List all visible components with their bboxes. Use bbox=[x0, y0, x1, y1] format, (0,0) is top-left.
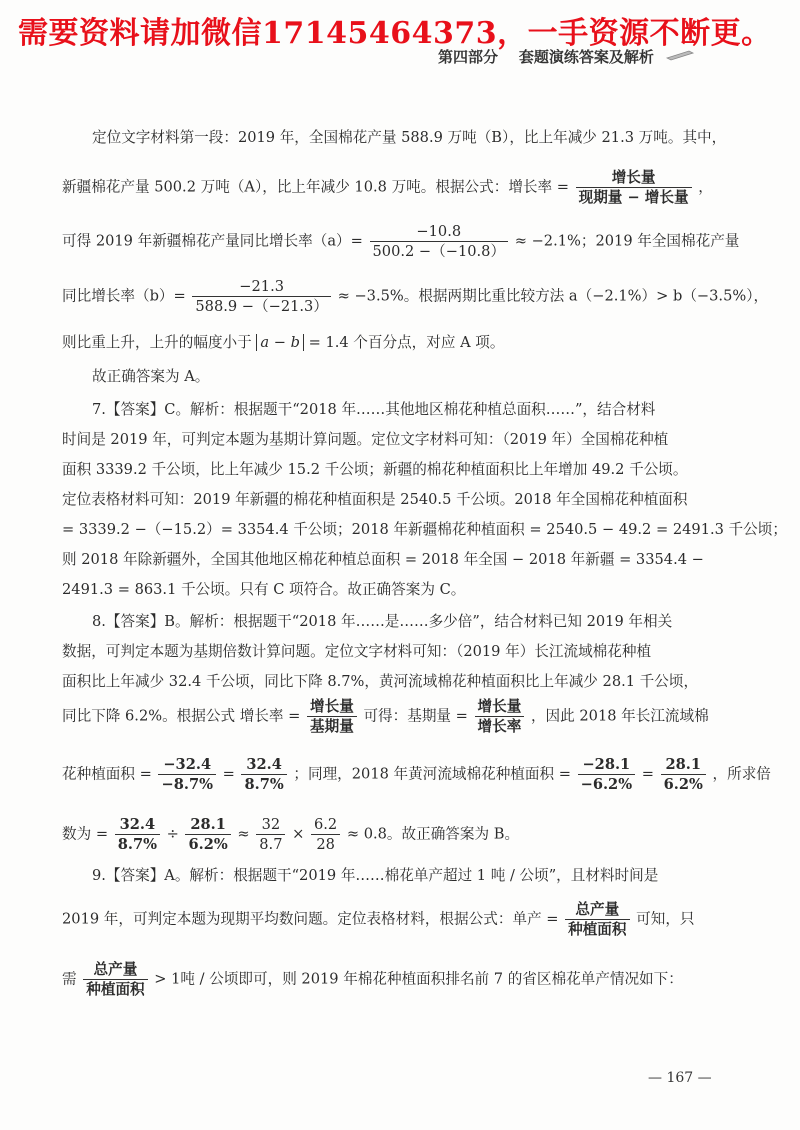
answer-8-line-4 bbox=[62, 697, 742, 736]
text-line-1: 定位文字材料第一段：2019 年，全国棉花产量 588.9 万吨（B），比上年减少 21.3 万吨。其中， bbox=[92, 129, 727, 146]
answer-7-line-3: 面积 3339.2 千公顷，比上年减少 15.2 千公顷；新疆的棉花种植面积比上年增加 49.2 千公顷。 bbox=[62, 461, 688, 478]
answer-9-line-2 bbox=[62, 900, 742, 939]
text-segment: 可得：基期量 = bbox=[363, 707, 468, 725]
fraction-denominator: 588.9 −（−21.3） bbox=[195, 298, 328, 315]
fraction-numerator: 6.2 bbox=[311, 815, 340, 835]
text-segment: 需 bbox=[62, 970, 77, 988]
answer-7-line-1: 7.【答案】C。解析：根据题干“2018 年……其他地区棉花种植总面积……”，结合材料 bbox=[92, 401, 656, 418]
fraction-denominator: −6.2% bbox=[580, 776, 633, 793]
text-segment: 则比重上升，上升的幅度小于 bbox=[62, 334, 252, 351]
text-segment: ， bbox=[698, 178, 713, 196]
text-line-2 bbox=[62, 168, 742, 207]
page-header bbox=[438, 46, 695, 67]
text-segment: 可得 2019 年新疆棉花产量同比增长率（a）= bbox=[62, 232, 363, 250]
fraction-denominator: 6.2% bbox=[188, 836, 228, 853]
page-number: — 167 — bbox=[648, 1070, 712, 1086]
text-segment: 数为 = bbox=[62, 825, 109, 843]
text-segment: > 1吨 / 公顷即可，则 2019 年棉花种植面积排名前 7 的省区棉花单产情况如下： bbox=[154, 970, 683, 988]
text-segment: ；同理，2018 年黄河流域棉花种植面积 = bbox=[293, 765, 571, 783]
fraction-numerator: 总产量 bbox=[565, 900, 629, 920]
text-segment: 花种植面积 = bbox=[62, 765, 152, 783]
fraction-ratio-1 bbox=[115, 815, 160, 854]
text-segment: ÷ bbox=[166, 825, 179, 843]
fraction-denominator: 基期量 bbox=[310, 718, 354, 735]
fraction-denominator: 500.2 −（−10.8） bbox=[372, 243, 506, 260]
fraction-denominator: 28 bbox=[316, 836, 335, 853]
fraction-growth-over-rate bbox=[475, 697, 525, 736]
answer-8-line-5 bbox=[62, 755, 771, 794]
text-line-5 bbox=[62, 333, 742, 353]
answer-8-line-6 bbox=[62, 815, 742, 854]
fraction-denominator: 6.2% bbox=[663, 776, 703, 793]
fraction-denominator: 8.7 bbox=[259, 836, 283, 853]
fraction-denominator: 增长率 bbox=[477, 718, 522, 735]
fraction-denominator: 8.7% bbox=[244, 776, 284, 793]
text-segment: ≈ bbox=[237, 825, 250, 843]
fraction-numerator: 增长量 bbox=[576, 168, 692, 188]
answer-9-line-1: 9.【答案】A。解析：根据题干“2019 年……棉花单产超过 1 吨 / 公顷”，且材料时间是 bbox=[92, 867, 659, 884]
text-segment: = bbox=[641, 765, 654, 783]
text-line-4 bbox=[62, 277, 769, 316]
fraction-ratio-4 bbox=[311, 815, 340, 854]
text-segment: ≈ −3.5%。根据两期比重比较方法 a（−2.1%）> b（−3.5%）， bbox=[337, 287, 769, 305]
fraction-yield-formula bbox=[565, 900, 629, 939]
fraction-yellow-river-2 bbox=[661, 755, 706, 794]
fraction-numerator: 32.4 bbox=[115, 815, 160, 835]
fraction-xinjiang-rate bbox=[370, 222, 509, 261]
fraction-numerator: −21.3 bbox=[192, 277, 331, 297]
answer-8-line-2: 数据，可判定本题为基期倍数计算问题。定位文字材料可知：（2019 年）长江流域棉花种植 bbox=[62, 643, 652, 660]
fraction-denominator: 种植面积 bbox=[86, 981, 145, 998]
pencil-icon bbox=[665, 48, 695, 66]
fraction-yangtze-2 bbox=[241, 755, 286, 794]
answer-7-line-7: 2491.3 = 863.1 千公顷。只有 C 项符合。故正确答案为 C。 bbox=[62, 581, 466, 598]
answer-8-line-1: 8.【答案】B。解析：根据题干“2018 年……是……多少倍”，结合材料已知 2019 年相关 bbox=[92, 613, 673, 630]
fraction-numerator: 增长量 bbox=[475, 697, 525, 717]
fraction-denominator: 8.7% bbox=[117, 836, 157, 853]
text-segment: ，所求倍 bbox=[712, 765, 771, 783]
answer-9-line-3 bbox=[62, 960, 742, 999]
text-segment: 2019 年，可判定本题为现期平均数问题。定位表格材料，根据公式：单产 = bbox=[62, 910, 559, 928]
fraction-growth-rate bbox=[576, 168, 692, 207]
fraction-yield-condition bbox=[83, 960, 147, 999]
fraction-numerator: −10.8 bbox=[370, 222, 509, 242]
fraction-denominator: 现期量 − 增长量 bbox=[578, 189, 689, 206]
fraction-numerator: 32 bbox=[256, 815, 285, 835]
text-segment: = bbox=[222, 765, 235, 783]
fraction-denominator: 种植面积 bbox=[568, 921, 627, 938]
fraction-numerator: 32.4 bbox=[241, 755, 286, 775]
answer-7-line-2: 时间是 2019 年，可判定本题为基期计算问题。定位文字材料可知：（2019 年）全国棉花种植 bbox=[62, 431, 669, 448]
text-segment: ≈ 0.8。故正确答案为 B。 bbox=[346, 825, 520, 843]
fraction-numerator: 增长量 bbox=[307, 697, 357, 717]
fraction-ratio-3 bbox=[256, 815, 285, 854]
fraction-numerator: 28.1 bbox=[185, 815, 230, 835]
text-segment: ≈ −2.1%；2019 年全国棉花产量 bbox=[514, 232, 740, 250]
absolute-value-expression: a − b bbox=[256, 334, 304, 351]
text-segment: ，因此 2018 年长江流域棉 bbox=[530, 707, 709, 725]
fraction-numerator: 总产量 bbox=[83, 960, 147, 980]
text-segment: × bbox=[292, 825, 305, 843]
fraction-ratio-2 bbox=[185, 815, 230, 854]
header-section: 第四部分 bbox=[438, 48, 499, 66]
text-segment: 新疆棉花产量 500.2 万吨（A），比上年减少 10.8 万吨。根据公式：增长率 = bbox=[62, 178, 569, 196]
text-segment: = 1.4 个百分点，对应 A 项。 bbox=[308, 334, 505, 351]
header-title: 套题演练答案及解析 bbox=[518, 48, 654, 66]
answer-7-line-4: 定位表格材料可知：2019 年新疆的棉花种植面积是 2540.5 千公顷。2018 年全国棉花种植面积 bbox=[62, 491, 688, 508]
text-segment: 可知，只 bbox=[636, 910, 695, 928]
fraction-numerator: −32.4 bbox=[158, 755, 215, 775]
fraction-national-rate bbox=[192, 277, 331, 316]
fraction-growth-over-base bbox=[307, 697, 357, 736]
answer-7-line-6: 则 2018 年除新疆外，全国其他地区棉花种植总面积 = 2018 年全国 − 2018 年新疆 = 3354.4 − bbox=[62, 551, 704, 568]
answer-7-line-5: = 3339.2 −（−15.2）= 3354.4 千公顷；2018 年新疆棉花种植面积 = 2540.5 − 49.2 = 2491.3 千公顷； bbox=[62, 521, 787, 538]
fraction-yangtze-1 bbox=[158, 755, 215, 794]
text-segment: 同比增长率（b）= bbox=[62, 287, 186, 305]
fraction-numerator: −28.1 bbox=[578, 755, 635, 775]
fraction-numerator: 28.1 bbox=[661, 755, 706, 775]
text-segment: 同比下降 6.2%。根据公式 增长率 = bbox=[62, 707, 301, 725]
text-line-6: 故正确答案为 A。 bbox=[92, 368, 210, 385]
watermark-banner: 需要资料请加微信17145464373，一手资源不断更。 bbox=[18, 16, 772, 51]
text-line-3 bbox=[62, 222, 742, 261]
fraction-yellow-river-1 bbox=[578, 755, 635, 794]
answer-8-line-3: 面积比上年减少 32.4 千公顷，同比下降 8.7%，黄河流域棉花种植面积比上年减少 28.1 千公顷， bbox=[62, 673, 699, 690]
fraction-denominator: −8.7% bbox=[161, 776, 213, 793]
